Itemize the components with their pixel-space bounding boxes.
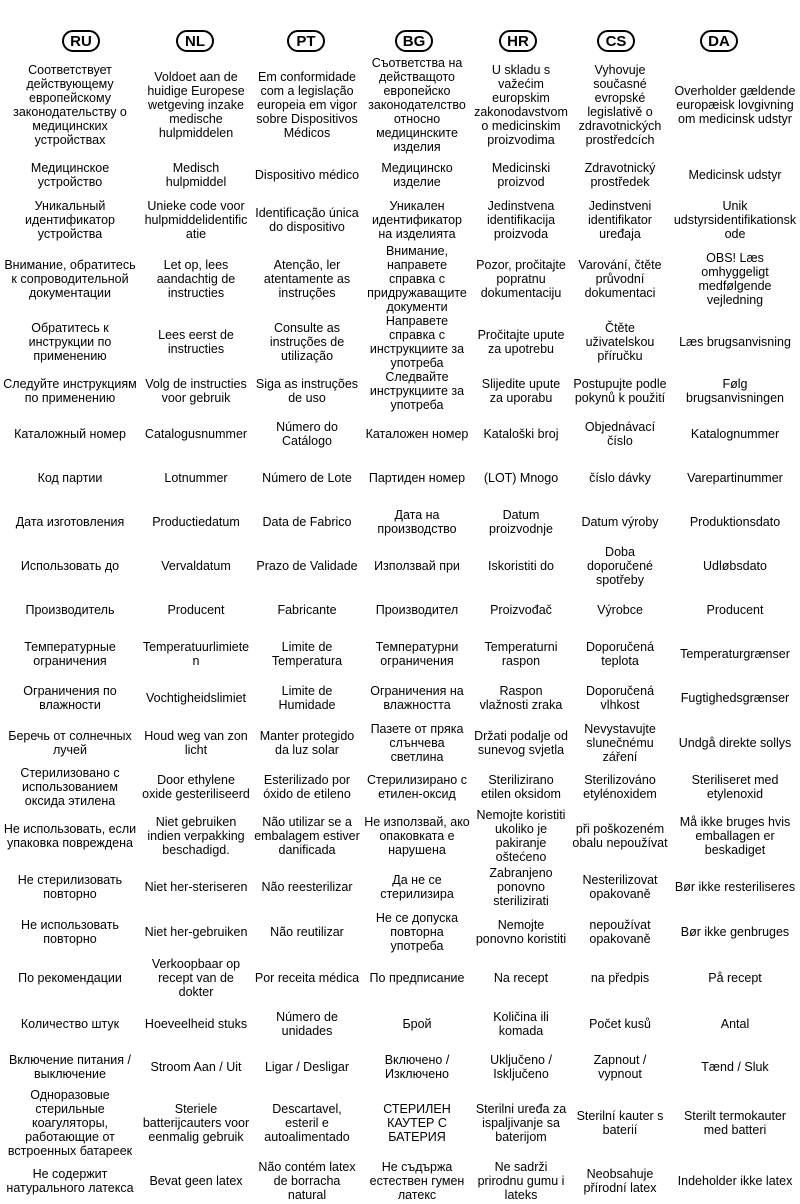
term-cell-bg: Уникален идентификатор на изделията bbox=[371, 199, 462, 241]
term-cell-hr: Sterilizirano etilen oksidom bbox=[481, 773, 561, 801]
term-cell-bg: СТЕРИЛЕН КАУТЕР С БАТЕРИЯ bbox=[383, 1102, 451, 1144]
term-cell-cs: nepoužívat opakovaně bbox=[589, 918, 651, 946]
term-cell-ru: Медицинское устройство bbox=[30, 161, 110, 189]
term-cell-bg: Следвайте инструкциите за употреба bbox=[369, 370, 465, 412]
term-cell-hr: Uključeno / Isključeno bbox=[490, 1053, 552, 1081]
term-cell-cs: číslo dávky bbox=[589, 471, 651, 485]
term-cell-da: Udløbsdato bbox=[703, 559, 767, 573]
term-cell-da: På recept bbox=[708, 971, 762, 985]
language-badge-pt: PT bbox=[287, 30, 325, 52]
table-row bbox=[0, 766, 800, 808]
term-cell-nl: Vochtigheidslimiet bbox=[145, 691, 247, 705]
term-cell-pt: Em conformidade com a legislação europeia em vigor sobre Dispositivos Médicos bbox=[256, 70, 358, 140]
term-cell-pt: Número de unidades bbox=[276, 1010, 338, 1038]
term-cell-bg: Не се допуска повторна употреба bbox=[375, 911, 459, 953]
term-cell-hr: Datum proizvodnje bbox=[489, 508, 553, 536]
term-cell-da: Unik udstyrsidentifikationskode bbox=[673, 199, 797, 241]
term-cell-bg: Партиден номер bbox=[368, 471, 466, 485]
term-cell-pt: Por receita médica bbox=[254, 971, 360, 985]
term-cell-hr: Jedinstvena identifikacija proizvoda bbox=[486, 199, 556, 241]
table-row bbox=[0, 1046, 800, 1088]
term-cell-ru: Включение питания / выключение bbox=[8, 1053, 131, 1081]
term-cell-nl: Niet gebruiken indien verpakking beschadigd. bbox=[147, 815, 245, 857]
table-row bbox=[0, 500, 800, 544]
term-cell-hr: Sterilni uređa za ispaljivanje sa baterijom bbox=[475, 1102, 567, 1144]
language-badge-nl: NL bbox=[176, 30, 214, 52]
term-cell-nl: Verkoopbaar op recept van de dokter bbox=[151, 957, 241, 999]
term-cell-hr: U skladu s važećim europskim zakonodavstvom o medicinskim proizvodima bbox=[474, 63, 568, 147]
term-cell-da: Læs brugsanvisning bbox=[679, 335, 791, 349]
term-cell-pt: Número do Catálogo bbox=[276, 420, 338, 448]
term-cell-cs: Zdravotnický prostředek bbox=[584, 161, 656, 189]
term-cell-nl: Producent bbox=[167, 603, 225, 617]
term-cell-bg: Дата на производство bbox=[377, 508, 457, 536]
term-cell-da: Steriliseret med etylenoxid bbox=[691, 773, 779, 801]
table-row bbox=[0, 412, 800, 456]
term-cell-bg: Температурни ограничения bbox=[375, 640, 459, 668]
term-cell-bg: Използвай при bbox=[374, 559, 460, 573]
term-cell-bg: Пазете от пряка слънчева светлина bbox=[370, 722, 464, 764]
term-cell-hr: Pozor, pročitajte popratnu dokumentaciju bbox=[476, 258, 566, 300]
term-cell-ru: Количество штук bbox=[20, 1017, 120, 1031]
term-cell-da: OBS! Læs omhyggeligt medfølgende vejledning bbox=[698, 251, 772, 307]
term-cell-bg: Ограничения на влажността bbox=[370, 684, 464, 712]
term-cell-hr: Nemojte koristiti ukoliko je pakiranje oštećeno bbox=[476, 808, 566, 864]
term-cell-cs: Sterilizováno etylénoxidem bbox=[583, 773, 657, 801]
term-cell-pt: Siga as instruções de uso bbox=[255, 377, 359, 405]
term-cell-cs: Výrobce bbox=[597, 603, 643, 617]
term-cell-bg: Включено / Изключено bbox=[384, 1053, 450, 1081]
term-cell-cs: Počet kusů bbox=[589, 1017, 651, 1031]
term-cell-cs: při poškozeném obalu nepoužívat bbox=[572, 822, 668, 850]
term-cell-bg: Направете справка с инструкциите за употреба bbox=[369, 314, 465, 370]
term-cell-cs: Nevystavujte slunečnému záření bbox=[584, 722, 656, 764]
term-cell-cs: Doporučená teplota bbox=[585, 640, 655, 668]
table-row bbox=[0, 910, 800, 954]
term-cell-bg: По предписание bbox=[369, 971, 465, 985]
table-row bbox=[0, 370, 800, 412]
term-cell-nl: Vervaldatum bbox=[161, 559, 231, 573]
term-cell-cs: Objednávací číslo bbox=[584, 420, 656, 448]
term-cell-hr: Kataloški broj bbox=[483, 427, 559, 441]
term-cell-cs: Jedinstveni identifikator uređaja bbox=[588, 199, 652, 241]
term-cell-cs: Doporučená vlhkost bbox=[585, 684, 655, 712]
translation-table bbox=[0, 56, 800, 1204]
term-cell-hr: Slijedite upute za uporabu bbox=[481, 377, 561, 405]
term-cell-da: Tænd / Sluk bbox=[701, 1060, 769, 1074]
translation-table-body bbox=[0, 56, 800, 1204]
term-cell-hr: (LOT) Mnogo bbox=[483, 471, 559, 485]
term-cell-da: Følg brugsanvisningen bbox=[686, 377, 784, 405]
table-row bbox=[0, 196, 800, 244]
term-cell-ru: Уникальный идентификатор устройства bbox=[24, 199, 115, 241]
term-cell-ru: Одноразовые стерильные коагуляторы, работающие от встроенных батареек bbox=[7, 1088, 133, 1158]
term-cell-ru: Не использовать, если упаковка повреждена bbox=[3, 822, 137, 850]
term-cell-bg: Да не се стерилизира bbox=[380, 873, 454, 901]
term-cell-pt: Fabricante bbox=[277, 603, 337, 617]
table-row bbox=[0, 808, 800, 864]
table-row bbox=[0, 864, 800, 910]
term-cell-hr: Temperaturni raspon bbox=[484, 640, 558, 668]
term-cell-pt: Não contém latex de borracha natural bbox=[258, 1160, 356, 1202]
term-cell-da: Varepartinummer bbox=[687, 471, 783, 485]
term-cell-bg: Внимание, направете справка с придружаващите документи bbox=[367, 244, 467, 314]
term-cell-cs: Nesterilizovat opakovaně bbox=[582, 873, 658, 901]
term-cell-cs: Postupujte podle pokynů k použití bbox=[573, 377, 667, 405]
term-cell-hr: Medicinski proizvod bbox=[491, 161, 551, 189]
term-cell-ru: Каталожный номер bbox=[14, 427, 126, 441]
term-cell-hr: Iskoristiti do bbox=[488, 559, 554, 573]
term-cell-pt: Não reutilizar bbox=[270, 925, 344, 939]
term-cell-cs: Neobsahuje přírodní latex bbox=[583, 1167, 657, 1195]
term-cell-pt: Prazo de Validade bbox=[256, 559, 358, 573]
language-header-row bbox=[0, 30, 800, 54]
term-cell-bg: Не използвай, ако опаковката е нарушена bbox=[364, 815, 470, 857]
term-cell-pt: Manter protegido da luz solar bbox=[259, 729, 355, 757]
term-cell-nl: Hoeveelheid stuks bbox=[144, 1017, 248, 1031]
term-cell-ru: Соответствует действующему европейскому законодательству о медицинских устройствах bbox=[13, 63, 127, 147]
table-row bbox=[0, 544, 800, 588]
term-cell-da: Producent bbox=[706, 603, 764, 617]
term-cell-cs: Zapnout / vypnout bbox=[593, 1053, 647, 1081]
language-badge-da: DA bbox=[700, 30, 738, 52]
table-row bbox=[0, 588, 800, 632]
term-cell-pt: Atenção, ler atentamente as instruções bbox=[263, 258, 351, 300]
term-cell-ru: Производитель bbox=[25, 603, 115, 617]
term-cell-hr: Držati podalje od sunevog svjetla bbox=[474, 729, 568, 757]
term-cell-bg: Стерилизирано с етилен-оксид bbox=[367, 773, 467, 801]
term-cell-bg: Брой bbox=[402, 1017, 432, 1031]
term-cell-cs: na předpis bbox=[590, 971, 650, 985]
table-row bbox=[0, 676, 800, 720]
term-cell-hr: Na recept bbox=[493, 971, 549, 985]
term-cell-nl: Lotnummer bbox=[164, 471, 228, 485]
table-row bbox=[0, 56, 800, 154]
term-cell-nl: Volg de instructies voor gebruik bbox=[145, 377, 247, 405]
term-cell-pt: Dispositivo médico bbox=[254, 168, 360, 182]
term-cell-pt: Consulte as instruções de utilização bbox=[269, 321, 345, 363]
language-badge-ru: RU bbox=[62, 30, 100, 52]
term-cell-hr: Zabranjeno ponovno sterilizirati bbox=[489, 866, 553, 908]
term-cell-da: Antal bbox=[720, 1017, 750, 1031]
term-cell-cs: Sterilní kauter s baterií bbox=[576, 1109, 664, 1137]
term-cell-pt: Limite de Humidade bbox=[278, 684, 336, 712]
term-cell-nl: Niet her-gebruiken bbox=[144, 925, 248, 939]
table-row bbox=[0, 1158, 800, 1204]
term-cell-nl: Temperatuurlimieten bbox=[142, 640, 250, 668]
term-cell-hr: Pročitajte upute za upotrebu bbox=[477, 328, 565, 356]
term-cell-da: Bør ikke resteriliseres bbox=[674, 880, 796, 894]
term-cell-bg: Медицинско изделие bbox=[381, 161, 453, 189]
term-cell-da: Må ikke bruges hvis emballagen er beskadiget bbox=[679, 815, 791, 857]
table-row bbox=[0, 954, 800, 1002]
term-cell-ru: По рекомендации bbox=[18, 971, 122, 985]
term-cell-da: Fugtighedsgrænser bbox=[680, 691, 790, 705]
term-cell-cs: Doba doporučené spotřeby bbox=[586, 545, 654, 587]
term-cell-da: Medicinsk udstyr bbox=[688, 168, 782, 182]
term-cell-da: Sterilt termokauter med batteri bbox=[683, 1109, 787, 1137]
term-cell-nl: Door ethylene oxide gesteriliseerd bbox=[142, 773, 250, 801]
term-cell-ru: Не содержит натурального латекса bbox=[6, 1167, 134, 1195]
term-cell-hr: Raspon vlažnosti zraka bbox=[479, 684, 563, 712]
table-row bbox=[0, 632, 800, 676]
term-cell-nl: Unieke code voor hulpmiddelidentificatie bbox=[144, 199, 248, 241]
term-cell-nl: Steriele batterijcauters voor eenmalig gebruik bbox=[142, 1102, 250, 1144]
term-cell-nl: Stroom Aan / Uit bbox=[150, 1060, 242, 1074]
term-cell-pt: Data de Fabrico bbox=[262, 515, 352, 529]
term-cell-nl: Medisch hulpmiddel bbox=[165, 161, 227, 189]
term-cell-bg: Каталожен номер bbox=[365, 427, 469, 441]
term-cell-bg: Не съдържа естествен гумен латекс bbox=[369, 1160, 465, 1202]
term-cell-ru: Внимание, обратитесь к сопроводительной документации bbox=[4, 258, 136, 300]
term-cell-hr: Ne sadrži prirodnu gumu i lateks bbox=[477, 1160, 565, 1202]
term-cell-nl: Houd weg van zon licht bbox=[144, 729, 248, 757]
term-cell-pt: Não reesterilizar bbox=[261, 880, 353, 894]
term-cell-cs: Vyhovuje současné evropské legislativě o zdravotnických prostředcích bbox=[578, 63, 662, 147]
term-cell-pt: Ligar / Desligar bbox=[264, 1060, 350, 1074]
table-row bbox=[0, 314, 800, 370]
term-cell-hr: Proizvođač bbox=[490, 603, 552, 617]
term-cell-pt: Número de Lote bbox=[262, 471, 352, 485]
term-cell-da: Overholder gældende europæisk lovgivning om medicinsk udstyr bbox=[674, 84, 796, 126]
term-cell-nl: Bevat geen latex bbox=[149, 1174, 243, 1188]
term-cell-cs: Datum výroby bbox=[581, 515, 659, 529]
term-cell-bg: Производител bbox=[375, 603, 459, 617]
language-badge-cs: CS bbox=[597, 30, 635, 52]
term-cell-ru: Температурные ограничения bbox=[24, 640, 116, 668]
term-cell-ru: Следуйте инструкциям по применению bbox=[3, 377, 137, 405]
term-cell-ru: Не стерилизовать повторно bbox=[17, 873, 123, 901]
term-cell-ru: Дата изготовления bbox=[15, 515, 125, 529]
term-cell-pt: Identificação única do dispositivo bbox=[255, 206, 359, 234]
term-cell-bg: Съответства на действащото европейско законодателство относно медицинските изделия bbox=[368, 56, 466, 154]
term-cell-da: Bør ikke genbruges bbox=[680, 925, 790, 939]
table-row bbox=[0, 720, 800, 766]
term-cell-nl: Niet her-steriseren bbox=[144, 880, 248, 894]
term-cell-pt: Descartavel, esteril e autoalimentado bbox=[264, 1102, 350, 1144]
table-row bbox=[0, 154, 800, 196]
table-row bbox=[0, 1002, 800, 1046]
term-cell-cs: Varování, čtěte průvodní dokumentaci bbox=[578, 258, 662, 300]
term-cell-da: Katalognummer bbox=[690, 427, 780, 441]
term-cell-ru: Беречь от солнечных лучей bbox=[8, 729, 132, 757]
term-cell-da: Indeholder ikke latex bbox=[677, 1174, 793, 1188]
term-cell-hr: Količina ili komada bbox=[493, 1010, 549, 1038]
term-cell-da: Temperaturgrænser bbox=[680, 647, 790, 661]
table-row bbox=[0, 1088, 800, 1158]
term-cell-nl: Lees eerst de instructies bbox=[158, 328, 234, 356]
term-cell-ru: Использовать до bbox=[20, 559, 120, 573]
term-cell-nl: Let op, lees aandachtig de instructies bbox=[156, 258, 236, 300]
term-cell-ru: Код партии bbox=[37, 471, 103, 485]
term-cell-cs: Čtěte uživatelskou příručku bbox=[585, 321, 655, 363]
term-cell-pt: Esterilizado por óxido de etileno bbox=[263, 773, 351, 801]
term-cell-ru: Обратитесь к инструкции по применению bbox=[28, 321, 112, 363]
term-cell-ru: Ограничения по влажности bbox=[23, 684, 117, 712]
language-badge-hr: HR bbox=[499, 30, 537, 52]
table-row bbox=[0, 244, 800, 314]
term-cell-hr: Nemojte ponovno koristiti bbox=[475, 918, 567, 946]
term-cell-nl: Productiedatum bbox=[152, 515, 240, 529]
term-cell-nl: Catalogusnummer bbox=[144, 427, 248, 441]
language-badge-bg: BG bbox=[395, 30, 433, 52]
term-cell-ru: Стерилизовано с использованием оксида этилена bbox=[20, 766, 120, 808]
term-cell-pt: Limite de Temperatura bbox=[271, 640, 343, 668]
term-cell-da: Undgå direkte sollys bbox=[678, 736, 792, 750]
table-row bbox=[0, 456, 800, 500]
term-cell-nl: Voldoet aan de huidige Europese wetgeving inzake medische hulpmiddelen bbox=[147, 70, 245, 140]
term-cell-ru: Не использовать повторно bbox=[21, 918, 119, 946]
term-cell-pt: Não utilizar se a embalagem estiver danificada bbox=[254, 815, 360, 857]
term-cell-da: Produktionsdato bbox=[689, 515, 781, 529]
